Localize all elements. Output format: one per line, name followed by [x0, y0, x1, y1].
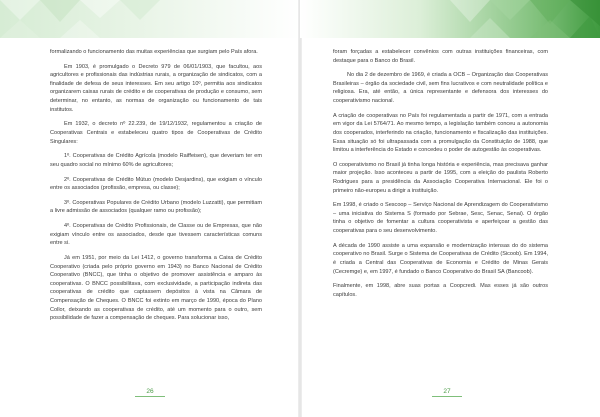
paragraph: formalizando o funcionamento das muitas experiências que surgiam pelo País afora. — [50, 49, 258, 55]
header-band-right — [300, 0, 600, 38]
triangle-pattern-left — [0, 0, 300, 38]
header-band-left — [0, 0, 300, 38]
triangle-pattern-right — [300, 0, 600, 38]
paragraph: A criação de cooperativas no País foi regulamentada a partir de 1971, com a entrada em vigor da Lei 5764/71. Ao mesmo tempo, a legislação também conceu a autonomia dos cooperados, interferindo na criação, funcionamento e fiscalização das instituições. Essa situação só foi ultrapassada com a promulgação da Constituição de 1988, que limitou a interferência do Estado e concedeu o poder de autogestão às cooperativas. — [333, 112, 548, 154]
left-page-body — [50, 48, 262, 329]
paragraph: Em 1998, é criado o Sescoop – Serviço Nacional de Aprendizagem do Cooperativismo – uma iniciativa do Sistema S (formado por Sebrae, Sesc, Senac, Senai). O órgão tinha o objetivo de fomentar a cultura cooperativista e aperfeiçoar a gestão das cooperativas para o seu desenvolvimento. — [333, 202, 548, 235]
right-page — [300, 0, 600, 417]
paragraph: Já em 1951, por meio da Lei 1412, o governo transforma a Caixa de Crédito Cooperativo (criada pelo próprio governo em 1943) no Banco Nacional de Crédito Cooperativo (BNCC), que tinha o objetivo de promover assistência e amparo às cooperativas. O BNCC possibilitava, com exclusividade, a participação indireta das cooperativas de crédito que captassem depósitos à vista na Câmara de Compensação de Cheques. O BNCC foi extinto em março de 1990, época do Plano Collor, deixando as cooperativas de crédito, até um momento para o outro, sem possibilidade de fazer a compensação de cheques. Para solucionar isso, — [50, 254, 262, 322]
right-page-body — [333, 48, 548, 306]
paragraph: A década de 1990 assiste a uma expansão e modernização intensas do do sistema cooperativo no Brasil. Surge o Sistema de Cooperativas de Crédito (Sicoob). Em 1994, é criada a Central das Cooperativas de Economia e Crédito de Minas Gerais (Cecremge) e, em 1997, é fundado o Banco Cooperativo do Brasil SA (Bancoob). — [333, 242, 548, 275]
paragraph: 1º. Cooperativas de Crédito Agrícola (modelo Raiffeisen), que deveriam ter em seu quadro social no mínimo 60% de agricultores; — [50, 153, 262, 168]
paragraph: O cooperativismo no Brasil já tinha longa história e experiência, mas precisava ganhar maior projeção. Isso aconteceu a partir de 1995, com a eleição do paulista Roberto Rodrigues para a presidência da Associação Cooperativa Internacional. Ele foi o primeiro não-europeu a dirigir a instituição. — [333, 161, 548, 194]
paragraph: 4º. Cooperativas de Crédito Profissionais, de Classe ou de Empresas, que não exigiam vínculo entre os associados, desde que tivessem características comuns entre si. — [50, 223, 262, 247]
paragraph: Em 1932, o decreto nº 22.239, de 19/12/1932, regulamentou a criação de Cooperativas Centrais e estabeleceu quatro tipos de Cooperativas de Crédito Singulares: — [50, 121, 262, 145]
paragraph: No dia 2 de dezembro de 1969, é criada a OCB – Organização das Cooperativas Brasileiras – órgão da sociedade civil, sem fins lucrativos e com neutralidade política e religiosa. Era, até então, a única representante e defensora dos interesses do cooperativismo nacional. — [333, 72, 548, 105]
paragraph: Em 1903, é promulgado o Decreto 979 de 06/01/1903, que facultou, aos agricultores e profissionais das indústrias rurais, a organização de sindicatos, com a finalidade de defesa de seus interesses. Em seu artigo 10º, permitia aos sindicatos organizarem caixas rurais de crédito e de cooperativas de produção e consumo, sem determinar, no entanto, as normas de organização ou funcionamento de tais institutos. — [50, 63, 262, 113]
paragraph: 3º. Cooperativas Populares de Crédito Urbano (modelo Luzzatti), que permitiam a livre admissão de associados (qualquer ramo ou profissão); — [50, 199, 262, 215]
page-number-right: 27 — [432, 388, 462, 397]
paragraph: 2º. Cooperativas de Crédito Mútuo (modelo Desjardins), que exigiam o vínculo entre os associados (profissão, empresa, ou classe); — [50, 176, 262, 192]
page-number-left: 26 — [135, 388, 165, 397]
paragraph: foram forçadas a estabelecer convênios com outras instituições financeiras, com destaque para o Banco do Brasil. — [333, 49, 548, 64]
paragraph: Finalmente, em 1998, abre suas portas a Coopcredi. Mas esses já são outros capítulos. — [333, 283, 548, 298]
